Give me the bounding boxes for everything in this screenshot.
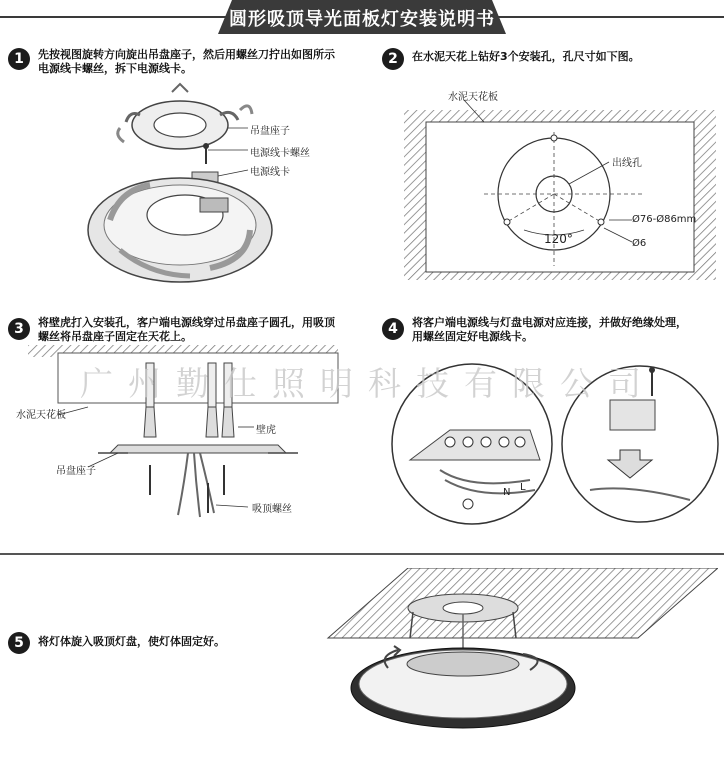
step-2-number: 2 [382, 48, 404, 70]
step-1-text [38, 48, 363, 76]
step-1-line-1: 先按视图旋转方向旋出吊盘座子，然后用螺丝刀拧出如图所示 [38, 48, 335, 61]
s1-screw-label: 电源线卡螺丝 [250, 148, 310, 159]
s4-l-label: L [520, 482, 526, 493]
s3-ceiling-label: 水泥天花板 [16, 410, 66, 421]
watermark: 广州勤仕照明科技有限公司 [80, 364, 656, 403]
step-3-text [38, 316, 363, 344]
s3-anchor-label: 壁虎 [256, 425, 276, 436]
step-1-number: 1 [8, 48, 30, 70]
s2-small-label: Ø6 [632, 238, 647, 249]
section-divider [0, 553, 724, 555]
step-4-line-2: 用螺丝固定好电源线卡。 [412, 330, 533, 343]
s2-hole-label: 出线孔 [612, 158, 642, 169]
step-5-illustration [318, 568, 718, 758]
s3-mount-label: 吊盘座子 [56, 466, 96, 477]
s1-clip-label: 电源线卡 [250, 167, 290, 178]
step-5-text: 将灯体旋入吸顶灯盘，使灯体固定好。 [38, 635, 225, 648]
step-3-number: 3 [8, 318, 30, 340]
s4-n-label: N [503, 487, 511, 498]
s1-mount-label: 吊盘座子 [250, 126, 290, 137]
s2-dia-label: Ø76-Ø86mm [632, 214, 697, 225]
s2-ceiling-label: 水泥天花板 [448, 92, 498, 103]
s3-screw-label: 吸顶螺丝 [252, 504, 292, 515]
step-4-text [412, 316, 717, 344]
step-2-illustration [404, 80, 716, 280]
step-5-number: 5 [8, 632, 30, 654]
page-title: 圆形吸顶导光面板灯安装说明书 [229, 9, 495, 30]
step-4-number: 4 [382, 318, 404, 340]
page-header [0, 0, 724, 34]
step-4-line-1: 将客户端电源线与灯盘电源对应连接，并做好绝缘处理， [412, 316, 687, 329]
s2-angle-label: 120° [544, 232, 573, 246]
step-1-line-2: 电源线卡螺丝，拆下电源线卡。 [38, 62, 192, 75]
step-2-text: 在水泥天花上钻好3个安装孔，孔尺寸如下图。 [412, 50, 640, 63]
step-1-illustration [80, 80, 320, 300]
step-3-line-1: 将壁虎打入安装孔，客户端电源线穿过吊盘座子圆孔，用吸顶 [38, 316, 335, 329]
step-3-line-2: 螺丝将吊盘座子固定在天花上。 [38, 330, 192, 343]
